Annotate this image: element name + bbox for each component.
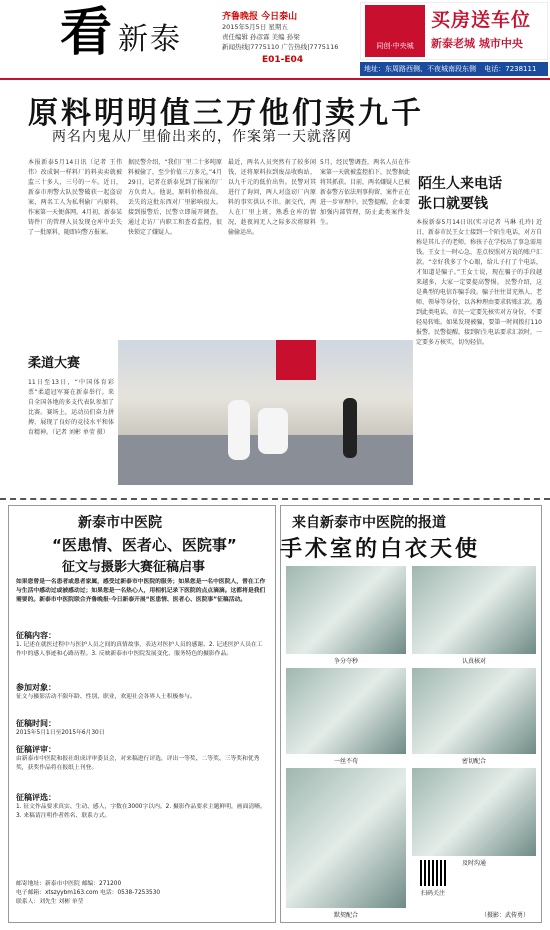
judo-photo <box>118 340 413 485</box>
report-photo-1 <box>286 566 406 654</box>
report-photo-3 <box>286 668 406 754</box>
section-body: 2015年5月1日至2015年6月30日 <box>16 730 105 736</box>
photo-caption: 一丝不苟 <box>333 758 358 765</box>
ad-logo: 同创·中央城 <box>365 5 425 57</box>
masthead-logo-name: 新泰 <box>118 22 182 57</box>
ad-subtitle: 新泰老城 城市中央 <box>431 37 523 50</box>
photo-caption: 认真核对 <box>461 658 486 665</box>
promo-intro: 如果您曾是一名患者或患者家属，感受过新泰市中医院的服务；如果您是一名中医院人，曾在工作与生活中感动过或被感动过；如果您是一名热心人，用相机记录下医院的点点滴滴。这都将是我们需要的。新泰市中医院联合齐鲁晚报·今日新泰开展“医患情、医者心、医院事”征稿活动。 <box>16 579 266 603</box>
section-heading: 征稿时间： <box>16 719 56 728</box>
ad-address-bar <box>360 62 548 76</box>
promo-section-5 <box>16 792 268 865</box>
photo-caption: 密切配合 <box>461 758 486 765</box>
promo-title-hospital: 新泰市中医院 <box>78 515 162 531</box>
qr-caption: 扫码关注 <box>420 890 445 897</box>
judo-caption: 11日至13日，“中国体育彩票”柔道冠军赛在新泰举行。来自全国各地的多支代表队参加了比赛。赛场上，运动员们奋力拼搏，展现了良好的竞技水平和体育精神。（记者 刘彬 单莹 摄） <box>28 379 114 436</box>
promo-section-4 <box>16 744 268 791</box>
report-photo-6 <box>412 768 536 856</box>
flag-banner <box>276 340 316 380</box>
section-divider <box>0 498 550 500</box>
top-advertisement[interactable] <box>360 2 548 60</box>
promo-section-3 <box>16 718 268 738</box>
section-body: 征文与摄影活动不限年龄、性别、职业，欢迎社会各界人士积极参与。 <box>16 694 196 700</box>
referee <box>343 398 357 458</box>
ad-phone: 电话：7238111 <box>484 65 537 73</box>
report-photo-5 <box>286 768 406 908</box>
section-heading: 征稿评选： <box>16 793 56 802</box>
section-body: 1. 记述在就医过程中与医护人员之间的真情故事，表达对医护人员的感谢。2. 记述医护人员在工作中的感人事迹和心路历程。3. 反映新泰市中医院发展变化、服务特色的摄影作品。 <box>16 642 263 657</box>
article-column-4: 5月，经民警调查，两名人员在作案第一天就被监控拍下，民警据此将其抓获。目前，两名嫌疑人已被新泰警方依法刑事拘留，案件正在进一步审理中。民警提醒，企业要加强内部管理，防止此类案件发生。 <box>320 159 410 226</box>
section-heading: 征稿评审： <box>16 745 56 754</box>
ad-address: 地址：东周路西侧、不夜城南段东侧 <box>364 65 476 73</box>
photo-caption: 争分夺秒 <box>333 658 358 665</box>
photo-credit: （摄影：武传勇） <box>480 912 529 919</box>
report-title: 来自新泰市中医院的报道 <box>292 515 446 531</box>
ad-title: 买房送车位 <box>431 9 532 31</box>
edition-label: E01-E04 <box>262 55 304 65</box>
photo-caption: 默契配合 <box>333 912 358 919</box>
promo-title-contest: 征文与摄影大赛征稿启事 <box>62 560 206 575</box>
section-body: 1. 征文作品要求真实、生动、感人，字数在3000字以内。2. 摄影作品要求主题鲜明，画面清晰。3. 来稿请注明作者姓名、联系方式。 <box>16 804 266 819</box>
main-headline: 原料明明值三万他们卖九千 <box>28 96 424 131</box>
judo-headline: 柔道大赛 <box>28 356 81 371</box>
publication-meta: 2015年5月5日 星期五 责任编辑 孙彦霖 美编 孙梁 新闻热线|7775110 广告热线|7775116 <box>222 23 339 51</box>
section-heading: 参加对象： <box>16 683 56 692</box>
publication-name: 齐鲁晚报 今日泰山 <box>222 12 298 22</box>
report-headline: 手术室的白衣天使 <box>280 536 481 562</box>
side-story-headline: 陌生人来电话 张口就要钱 <box>418 176 502 212</box>
promo-contact: 邮寄地址：新泰市中医院 邮编：271200 电子邮箱：xtszyybm163.com 电话：0538-7253530 联系人：刘先生 刘彬 单莹 <box>16 881 161 905</box>
judoka-2 <box>258 408 288 454</box>
article-column-3: 最近，两名人员突然有了较多闲钱，还将原料拉到废品收购站，以九千元的低价出售。民警对其进行了询问，两人对盗窃厂内原料的事实供认不讳。据交代，两人在厂里上班，熟悉仓库的情况，趁夜间无人之际多次将原料偷偷运出。 <box>228 159 316 236</box>
judoka-1 <box>228 400 250 460</box>
side-story-body: 本报新泰5月14日讯(实习记者 马琳 孔玲) 近日，新泰市民王女士接到一个陌生电话，对方自称是其儿子的老师，称孩子在学校出了事急需用钱。王女士一时心急，差点按照对方说的账户汇款。“幸好我多了个心眼，给儿子打了个电话，才知道是骗子。”王女士说，现在骗子的手段越来越多，大家一定要提高警惕。 民警介绍，这是典型的电信诈骗手段。骗子往往冒充熟人、老师、领导等身份，以各种理由要求转账汇款。遇到此类电话，市民一定要先核实对方身份，不要轻易转账。如果发现被骗，要第一时间拨打110报警。民警提醒，接到陌生电话要求汇款时，一定要多方核实，切勿轻信。 <box>416 219 542 346</box>
article-column-1: 本报新泰5月14日讯（记者 王伟伟）改成铜一样料厂的料卖卖就被监三十多人，三号的一车。近日，新泰市刑警大队民警破获一起盗窃案，两名工人为私利偷厂内原料，作案第一天便落网。4月初，新泰某铸件厂的管理人员发现仓库中丢失了一批原料，随即向警方报案。 <box>28 159 122 236</box>
promo-title-theme: “医患情、医者心、医院事” <box>52 536 237 554</box>
main-subheadline: 两名内鬼从厂里偷出来的，作案第一天就落网 <box>52 129 352 145</box>
masthead-logo-char: 看 <box>60 2 113 63</box>
section-body: 由新泰市中医院和报社组成评审委员会，对来稿进行评选，评出一等奖、二等奖、三等奖和优秀奖，获奖作品将在报纸上刊登。 <box>16 756 260 771</box>
report-photo-2 <box>412 566 536 654</box>
photo-caption: 及时沟通 <box>461 860 486 867</box>
promo-section-1 <box>16 630 268 677</box>
promo-section-2 <box>16 682 268 713</box>
qr-code-icon[interactable] <box>420 860 446 886</box>
article-column-2: 据民警介绍，“我们厂里二十多吨原料被偷了，至少价值三万多元，”4月29日，记者在新泰见到了报案的厂方负责人。他说，原料价格很高，丢失的这批东西对厂里影响很大。接到报警后，民警立即展开调查，通过走访厂内职工和查看监控，很快锁定了嫌疑人。 <box>128 159 222 236</box>
report-photo-4 <box>412 668 536 754</box>
section-heading: 征稿内容： <box>16 631 56 640</box>
masthead-rule <box>0 78 550 80</box>
